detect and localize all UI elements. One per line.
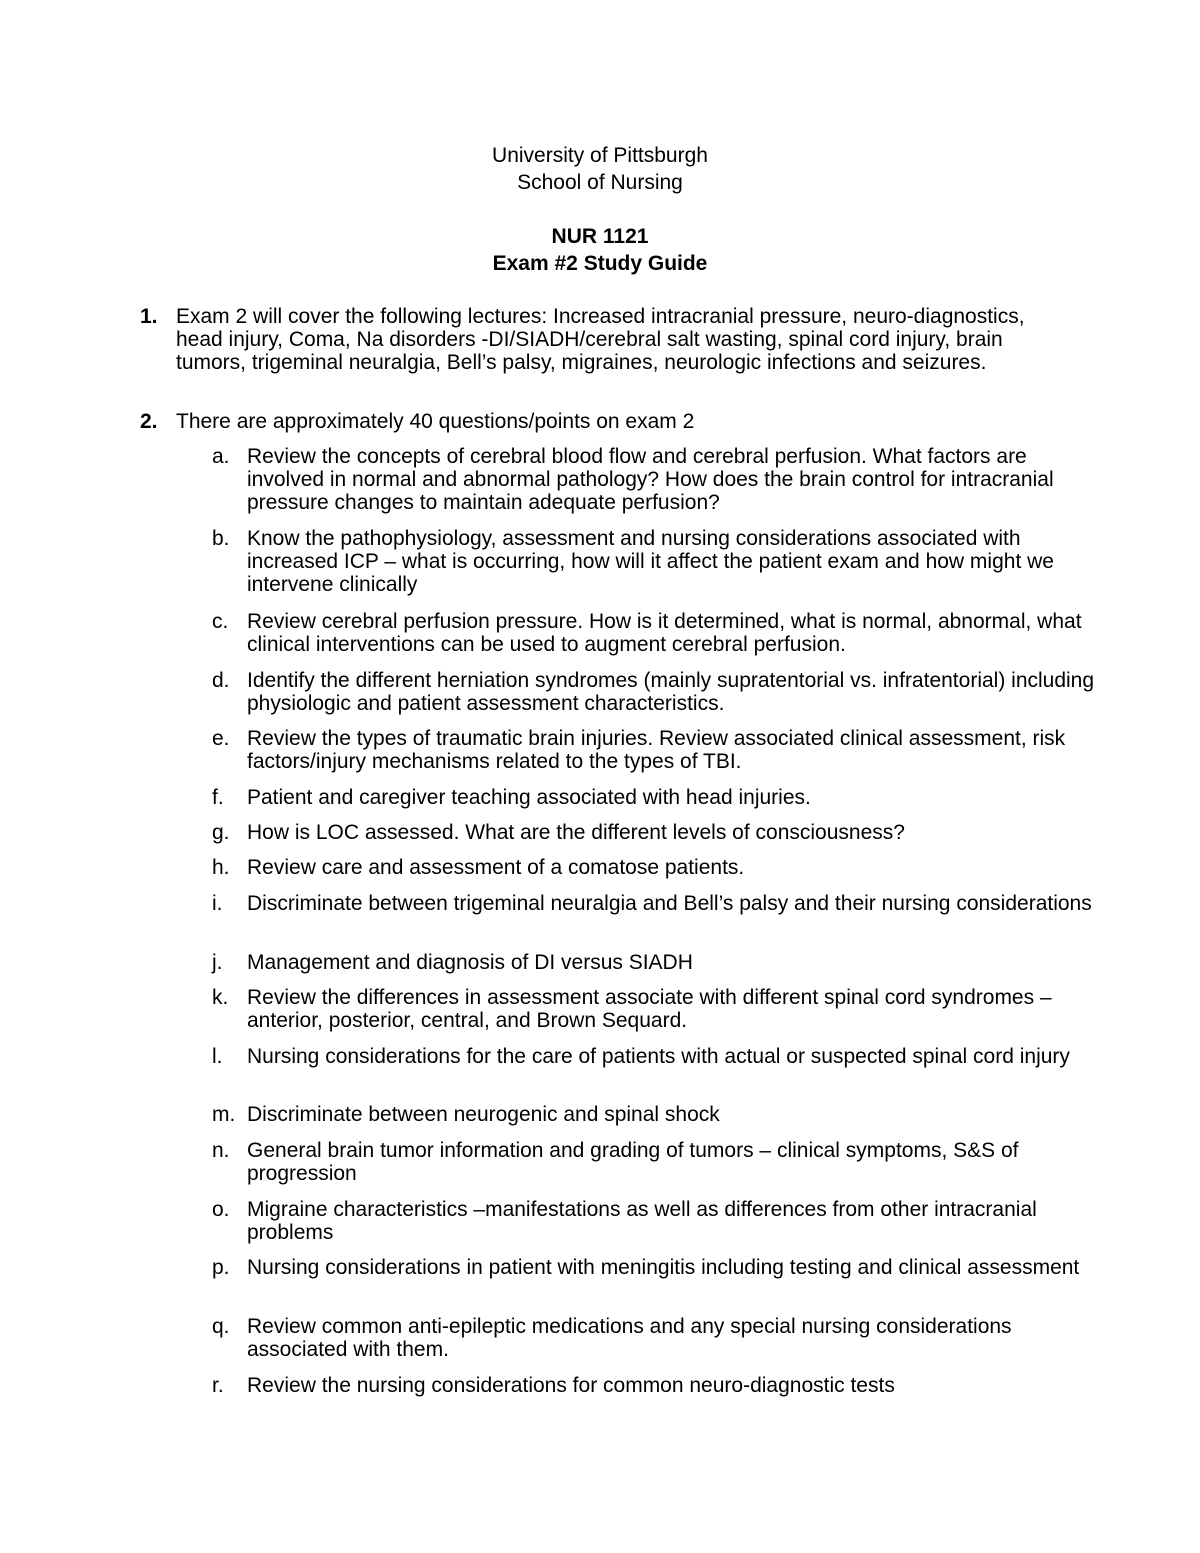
sub-item-text: Patient and caregiver teaching associated with head injuries. [247,786,811,809]
item-text: Exam 2 will cover the following lectures: Increased intracranial pressure, neuro-diagnostics, head injury, Coma, Na disorders -DI/SIADH/cerebral salt wasting, spinal cord injury, brain tumors, trigeminal neuralgia, Bell’s palsy, migraines, neurologic infections and seizures. [176,305,1025,374]
sub-item-text: Review the nursing considerations for common neuro-diagnostic tests [247,1374,895,1397]
sub-item-text: Identify the different herniation syndromes (mainly supratentorial vs. infratentorial) including physiologic and patient assessment characteristics. [247,669,1095,715]
sub-item-text: Review the types of traumatic brain injuries. Review associated clinical assessment, risk factors/injury mechanisms related to the types of TBI. [247,727,1066,773]
sub-item-letter: d. [212,669,230,692]
course-header [0,223,1200,277]
sub-item-letter: p. [212,1256,230,1279]
sub-item-letter: r. [212,1374,224,1397]
sub-item-letter: i. [212,892,223,915]
sub-item-letter: q. [212,1315,230,1338]
sub-item-letter: a. [212,445,230,468]
sub-item-text: Management and diagnosis of DI versus SIADH [247,951,693,974]
sub-item-text: General brain tumor information and grading of tumors – clinical symptoms, S&S of progression [247,1139,1019,1185]
sub-item-text: How is LOC assessed. What are the different levels of consciousness? [247,821,905,844]
sub-item-text: Review the differences in assessment associate with different spinal cord syndromes – anterior, posterior, central, and Brown Sequard. [247,986,1052,1032]
sub-item-text: Review the concepts of cerebral blood flow and cerebral perfusion. What factors are involved in normal and abnormal pathology? How does the brain control for intracranial pressure changes to maintain adequate perfusion? [247,445,1054,514]
item-text: There are approximately 40 questions/points on exam 2 [176,410,695,433]
sub-item-text: Know the pathophysiology, assessment and nursing considerations associated with increased ICP – what is occurring, how will it affect the patient exam and how might we intervene clinically [247,527,1054,596]
sub-item-text: Review care and assessment of a comatose patients. [247,856,745,879]
sub-item-text: Discriminate between trigeminal neuralgia and Bell’s palsy and their nursing considerations [247,892,1092,915]
course-code: NUR 1121 [551,225,649,248]
sub-item-letter: f. [212,786,224,809]
sub-item-letter: c. [212,610,229,633]
institution-header [0,142,1200,196]
sub-item-letter: o. [212,1198,230,1221]
university-name: University of Pittsburgh [492,144,708,167]
sub-item-letter: m. [212,1103,236,1126]
sub-item-letter: h. [212,856,230,879]
sub-item-letter: e. [212,727,230,750]
item-number: 2. [140,410,158,433]
sub-item-text: Nursing considerations for the care of patients with actual or suspected spinal cord injury [247,1045,1070,1068]
sub-item-letter: k. [212,986,229,1009]
sub-item-letter: g. [212,821,230,844]
document-title: Exam #2 Study Guide [492,252,708,275]
sub-item-text: Nursing considerations in patient with meningitis including testing and clinical assessment [247,1256,1080,1279]
sub-item-letter: n. [212,1139,230,1162]
sub-item-letter: l. [212,1045,223,1068]
sub-item-text: Review cerebral perfusion pressure. How is it determined, what is normal, abnormal, what clinical interventions can be used to augment cerebral perfusion. [247,610,1082,656]
school-name: School of Nursing [517,171,683,194]
sub-item-text: Review common anti-epileptic medications and any special nursing considerations associated with them. [247,1315,1012,1361]
sub-item-letter: b. [212,527,230,550]
sub-item-text: Discriminate between neurogenic and spinal shock [247,1103,720,1126]
sub-item-letter: j. [212,951,223,974]
sub-item-text: Migraine characteristics –manifestations as well as differences from other intracranial problems [247,1198,1037,1244]
item-number: 1. [140,305,158,328]
